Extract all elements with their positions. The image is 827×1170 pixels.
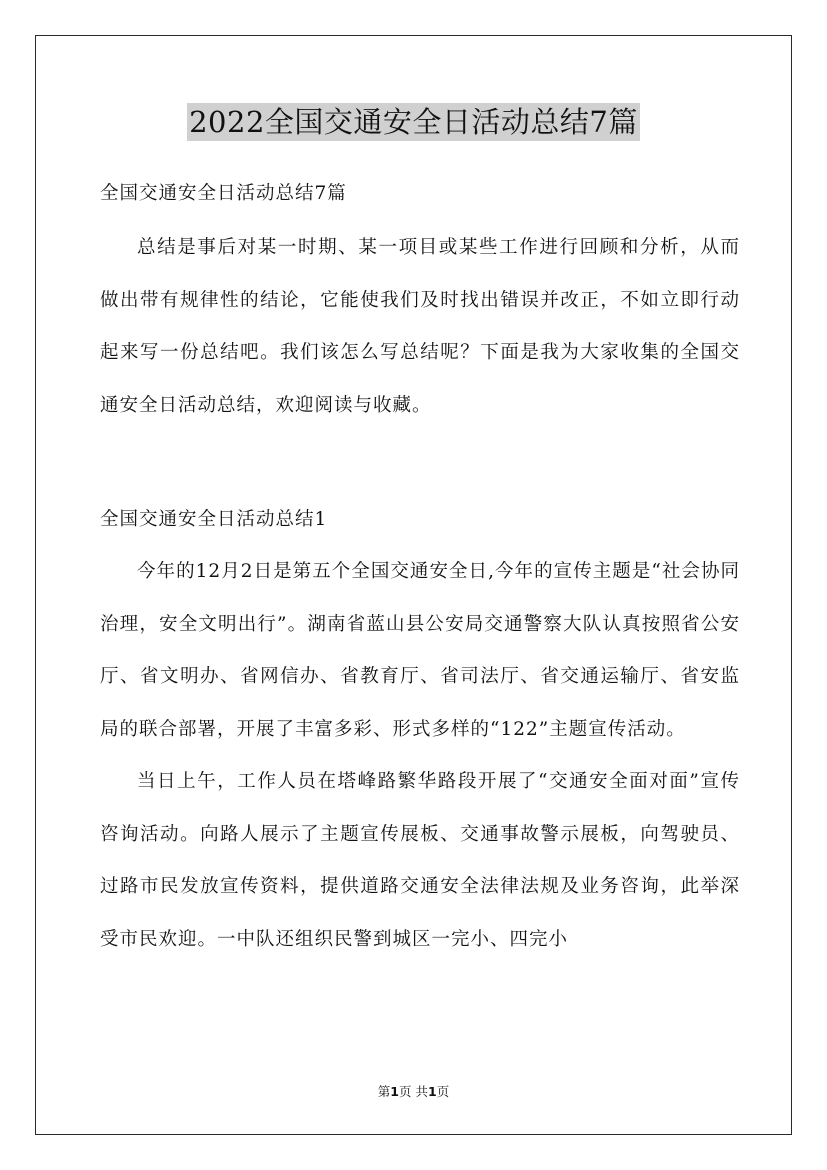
- intro-block: [100, 222, 740, 432]
- section-1-body: [100, 546, 740, 966]
- title-container: [0, 103, 827, 141]
- footer-page-current: 1: [390, 1084, 399, 1099]
- section-1-paragraph-2[interactable]: 当日上午，工作人员在塔峰路繁华路段开展了“交通安全面对面”宣传咨询活动。向路人展示了主题宣传展板、交通事故警示展板，向驾驶员、过路市民发放宣传资料，提供道路交通安全法律法规及业务咨询，此举深受市民欢迎。一中队还组织民警到城区一完小、四完小: [100, 771, 740, 950]
- intro-paragraph[interactable]: 总结是事后对某一时期、某一项目或某些工作进行回顾和分析，从而做出带有规律性的结论，它能使我们及时找出错误并改正，不如立即行动起来写一份总结吧。我们该怎么写总结呢？下面是我为大家收集的全国交通安全日活动总结，欢迎阅读与收藏。: [100, 237, 740, 416]
- footer-page-suffix: 页: [436, 1084, 450, 1099]
- section-1-paragraph-1[interactable]: 今年的12月2日是第五个全国交通安全日,今年的宣传主题是“社会协同治理，安全文明出行”。湖南省蓝山县公安局交通警察大队认真按照省公安厅、省文明办、省网信办、省教育厅、省司法厅、省交通运输厅、省安监局的联合部署，开展了丰富多彩、形式多样的“122”主题宣传活动。: [100, 561, 740, 740]
- document-subtitle[interactable]: 全国交通安全日活动总结7篇: [100, 183, 347, 204]
- footer-page-total: 1: [427, 1084, 437, 1099]
- document-title[interactable]: 2022全国交通安全日活动总结7篇: [189, 105, 638, 139]
- footer-page-prefix: 第: [377, 1084, 391, 1099]
- document-subtitle-block: [100, 180, 740, 208]
- section-1-heading-block: [100, 506, 740, 534]
- page-footer: [0, 1084, 827, 1100]
- footer-page-mid: 页 共: [399, 1084, 428, 1099]
- section-1-heading[interactable]: 全国交通安全日活动总结1: [100, 509, 328, 530]
